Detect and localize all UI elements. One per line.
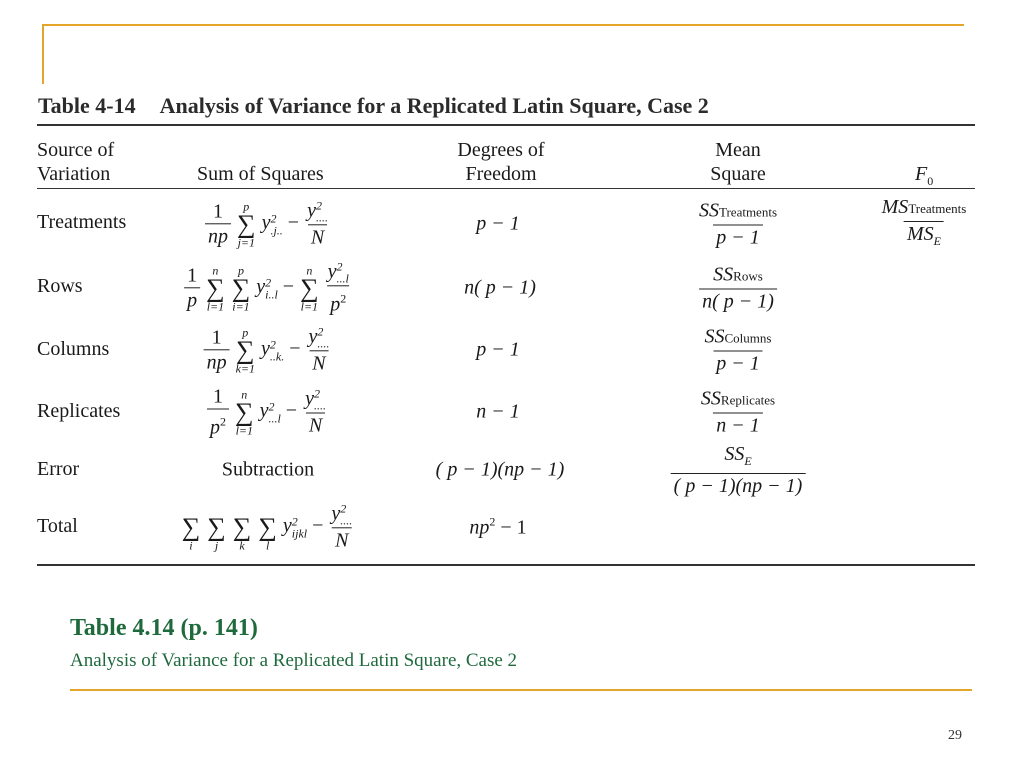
dof-columns: p − 1 [476,338,520,361]
row-label-treatments: Treatments [37,211,127,233]
row-label-total: Total [37,515,78,537]
header-source-line2: Variation [37,163,111,185]
ms-columns: $\frac{\text{SSColumns}}{p - 1}$ [704,325,772,375]
table-top-rule [37,124,975,126]
ss-treatments: $\frac{1}{np}$ p ∑ j=1 y 2 .j.. − y 2 .... N [205,199,331,248]
table-header-rule [37,188,975,189]
header-source [37,138,114,186]
header-degrees-of-freedom [448,138,554,186]
row-label-columns: Columns [37,338,110,360]
top-accent-line [42,24,964,26]
row-label-error: Error [37,458,80,480]
f0-treatments: $\frac{\text{MSTreatments}}{MS_E}$ [879,196,970,252]
header-source-line1: Source of [37,139,115,161]
dof-treatments: p − 1 [476,212,520,235]
table-title: Analysis of Variance for a Replicated Latin Square, Case 2 [159,93,709,118]
dof-replicates: n − 1 [476,400,520,423]
ss-columns: $\frac{1}{np}$ p ∑ k=1 y 2 ..k. − y 2 .... N [204,325,333,374]
dof-total: $np^2 - 1$ [469,514,527,539]
header-mean-square [700,138,776,186]
ms-treatments: $\frac{\text{SSTreatments}}{p - 1}$ [698,199,778,249]
table-caption [38,93,709,119]
left-accent-line [42,24,44,84]
ms-replicates: $\frac{\text{SSReplicates}}{n - 1}$ [700,387,776,437]
bottom-accent-line [70,689,972,691]
ms-error: $\frac{SS_E}{( p - 1)(np - 1)}$ [671,443,806,497]
header-f0: $F_0$ [915,163,934,188]
header-ms-line2: Square [710,163,766,185]
ss-replicates: $\frac{1}{p^2}$ n ∑ l=1 y 2 ...l − y 2 .... N [207,386,329,439]
table-bottom-rule [37,564,975,566]
table-number: Table 4-14 [38,93,136,118]
header-sum-of-squares: Sum of Squares [197,163,324,185]
ss-total: ∑ i ∑ j ∑ k ∑ l y 2 ijkl − y 2 .... N [181,501,353,552]
row-label-replicates: Replicates [37,400,121,422]
page-number: 29 [948,728,962,743]
header-dof-line2: Freedom [465,163,537,185]
dof-error: ( p − 1)(np − 1) [435,458,565,481]
slide-subtitle: Analysis of Variance for a Replicated Latin Square, Case 2 [70,650,518,671]
header-dof-line1: Degrees of [457,139,545,161]
ms-rows: $\frac{\text{SSRows}}{n( p - 1)}$ [699,264,777,313]
slide-title: Table 4.14 (p. 141) [70,615,258,641]
ss-error: Subtraction [221,458,315,481]
header-ms-line1: Mean [715,139,761,161]
row-label-rows: Rows [37,275,83,297]
dof-rows: n( p − 1) [464,276,536,299]
ss-rows: $\frac{1}{p}$ n ∑ l=1 p ∑ i=1 y 2 i..l − n ∑ l=1 y 2 ...l $p^2$ [184,260,352,315]
